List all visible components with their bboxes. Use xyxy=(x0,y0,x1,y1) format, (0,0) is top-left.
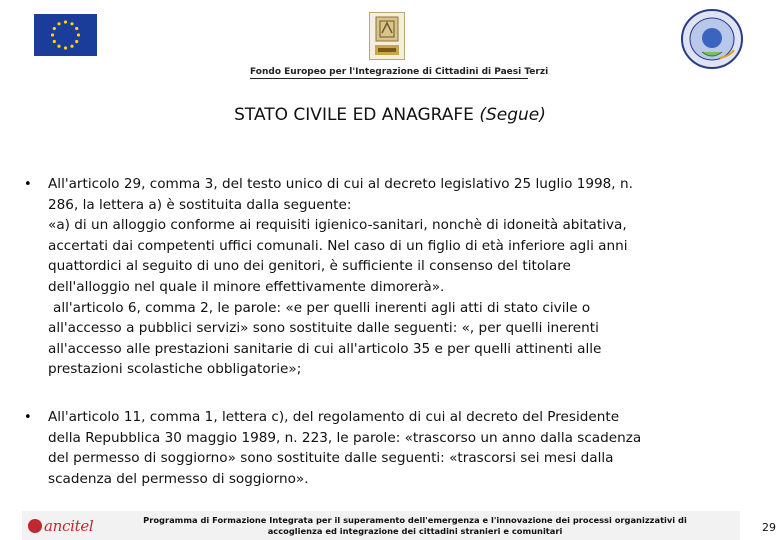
paragraph-line: quattordici al seguito di uno dei genitori, è sufficiente il consenso del titolare xyxy=(48,258,571,275)
ancitel-logo-text: ancitel xyxy=(44,516,94,535)
ancitel-mark-icon xyxy=(28,519,42,533)
eu-flag-icon xyxy=(34,14,97,56)
paragraph-line: dell'alloggio nel quale il minore effettivamente dimorerà». xyxy=(48,278,445,295)
divider xyxy=(250,78,528,79)
footer-program-text xyxy=(130,515,700,537)
paragraph-line: scadenza del permesso di soggiorno». xyxy=(48,470,309,487)
footer-line: accoglienza ed integrazione dei cittadini stranieri e comunitari xyxy=(267,526,563,536)
page-title xyxy=(0,105,780,125)
ancitel-logo xyxy=(28,512,128,539)
paragraph-line: all'accesso a pubblici servizi» sono sostituite dalle seguenti: «, per quelli inerenti xyxy=(48,320,599,337)
title-sub: (Segue) xyxy=(479,105,546,125)
paragraph-line: all'articolo 6, comma 2, le parole: «e per quelli inerenti agli atti di stato civile o xyxy=(53,299,591,316)
paragraph-line: «a) di un alloggio conforme ai requisiti igienico-sanitari, nonchè di idoneità abitativa, xyxy=(48,217,627,234)
fund-title: Fondo Europeo per l'Integrazione di Cittadini di Paesi Terzi xyxy=(250,67,549,77)
title-main: STATO CIVILE ED ANAGRAFE xyxy=(234,105,474,125)
bullet-icon: • xyxy=(24,410,32,425)
paragraph-line: All'articolo 11, comma 1, lettera c), del regolamento di cui al decreto del Presidente xyxy=(48,409,620,425)
paragraph-line: 286, la lettera a) è sostituita dalla seguente: xyxy=(48,196,352,213)
bullet-paragraph-1 xyxy=(48,174,768,380)
paragraph-line: della Repubblica 30 maggio 1989, n. 223, le parole: «trascorso un anno dalla scadenza xyxy=(48,429,642,446)
institutional-seal-icon xyxy=(680,8,744,70)
anci-logo-icon xyxy=(369,12,405,60)
page-number: 29 xyxy=(762,521,776,534)
paragraph-line: prestazioni scolastiche obbligatorie»; xyxy=(48,361,302,378)
paragraph-line: del permesso di soggiorno» sono sostituite dalle seguenti: «trascorsi sei mesi dalla xyxy=(48,450,614,467)
paragraph-line: accertati dai competenti uffici comunali. Nel caso di un figlio di età inferiore agli anni xyxy=(48,237,628,254)
paragraph-line: all'accesso alle prestazioni sanitarie di cui all'articolo 35 e per quelli attinenti alle xyxy=(48,340,602,357)
bullet-paragraph-2 xyxy=(48,407,768,489)
paragraph-line: All'articolo 29, comma 3, del testo unico di cui al decreto legislativo 25 luglio 1998, n. xyxy=(48,176,633,192)
footer-line: Programma di Formazione Integrata per il superamento dell'emergenza e l'innovazione dei processi organizzativi di xyxy=(143,515,687,525)
bullet-icon: • xyxy=(24,177,32,192)
